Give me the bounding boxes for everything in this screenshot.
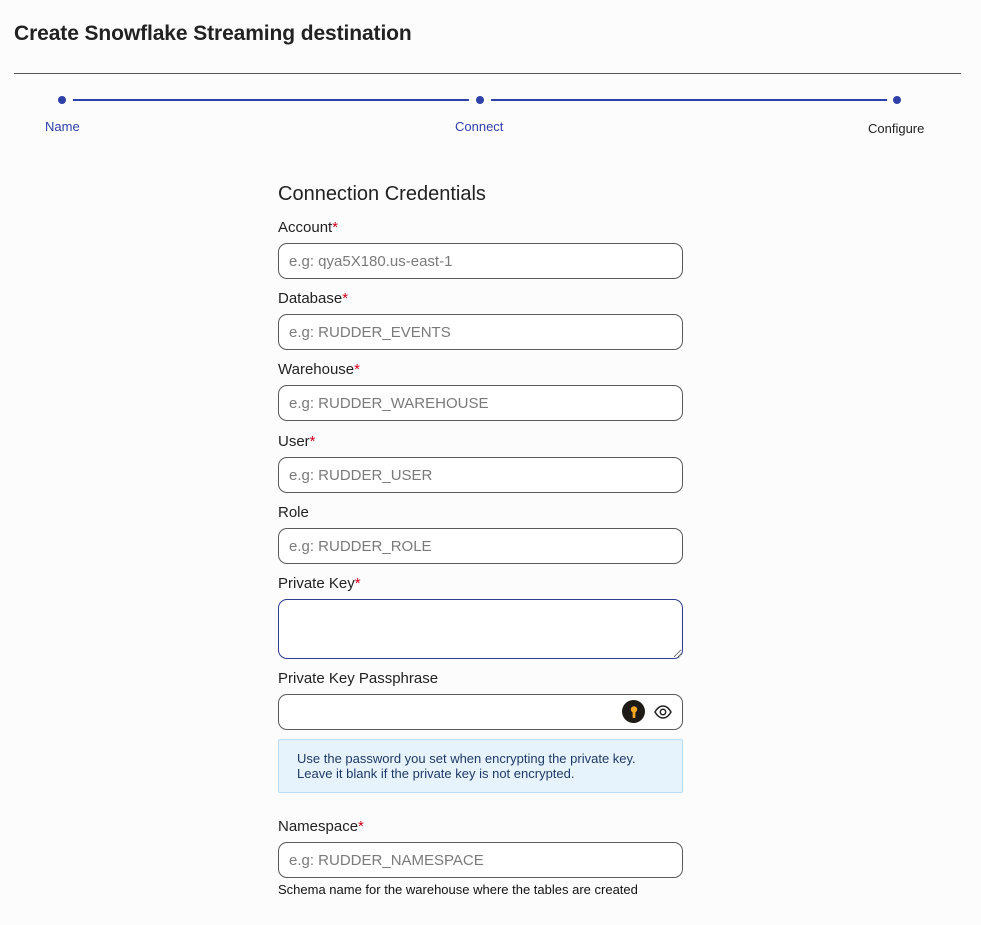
passphrase-info-box bbox=[278, 739, 683, 793]
user-input[interactable] bbox=[278, 457, 683, 493]
step-dot-connect[interactable] bbox=[476, 96, 484, 104]
warehouse-label: Warehouse* bbox=[278, 361, 360, 378]
section-title: Connection Credentials bbox=[278, 183, 486, 205]
step-label-name[interactable]: Name bbox=[45, 119, 80, 134]
keyhole-icon bbox=[629, 705, 639, 719]
user-label: User* bbox=[278, 433, 316, 450]
required-marker: * bbox=[354, 575, 361, 592]
info-line-2: Leave it blank if the private key is not encrypted. bbox=[297, 766, 575, 781]
role-label: Role bbox=[278, 504, 309, 521]
namespace-label: Namespace* bbox=[278, 818, 364, 835]
password-manager-key-icon[interactable] bbox=[622, 700, 645, 723]
required-marker: * bbox=[342, 290, 349, 307]
warehouse-input[interactable] bbox=[278, 385, 683, 421]
step-connector-2 bbox=[491, 99, 887, 101]
private-key-label: Private Key* bbox=[278, 575, 361, 592]
page-title: Create Snowflake Streaming destination bbox=[14, 22, 412, 45]
required-marker: * bbox=[309, 433, 316, 450]
account-label: Account* bbox=[278, 219, 339, 236]
database-label: Database* bbox=[278, 290, 349, 307]
show-password-eye-icon[interactable] bbox=[654, 704, 672, 720]
namespace-helper-text: Schema name for the warehouse where the tables are created bbox=[278, 882, 638, 897]
stepper bbox=[0, 0, 981, 150]
step-connector-1 bbox=[73, 99, 469, 101]
step-dot-name[interactable] bbox=[58, 96, 66, 104]
required-marker: * bbox=[354, 361, 360, 378]
required-marker: * bbox=[332, 219, 339, 236]
step-dot-configure bbox=[893, 96, 901, 104]
required-marker: * bbox=[358, 818, 364, 835]
database-input[interactable] bbox=[278, 314, 683, 350]
step-label-connect[interactable]: Connect bbox=[455, 119, 504, 134]
private-key-textarea[interactable] bbox=[278, 599, 683, 659]
passphrase-label: Private Key Passphrase bbox=[278, 670, 439, 687]
info-line-1: Use the password you set when encrypting the private key. bbox=[297, 751, 636, 766]
namespace-input[interactable] bbox=[278, 842, 683, 878]
role-input[interactable] bbox=[278, 528, 683, 564]
account-input[interactable] bbox=[278, 243, 683, 279]
step-label-configure: Configure bbox=[868, 121, 925, 136]
